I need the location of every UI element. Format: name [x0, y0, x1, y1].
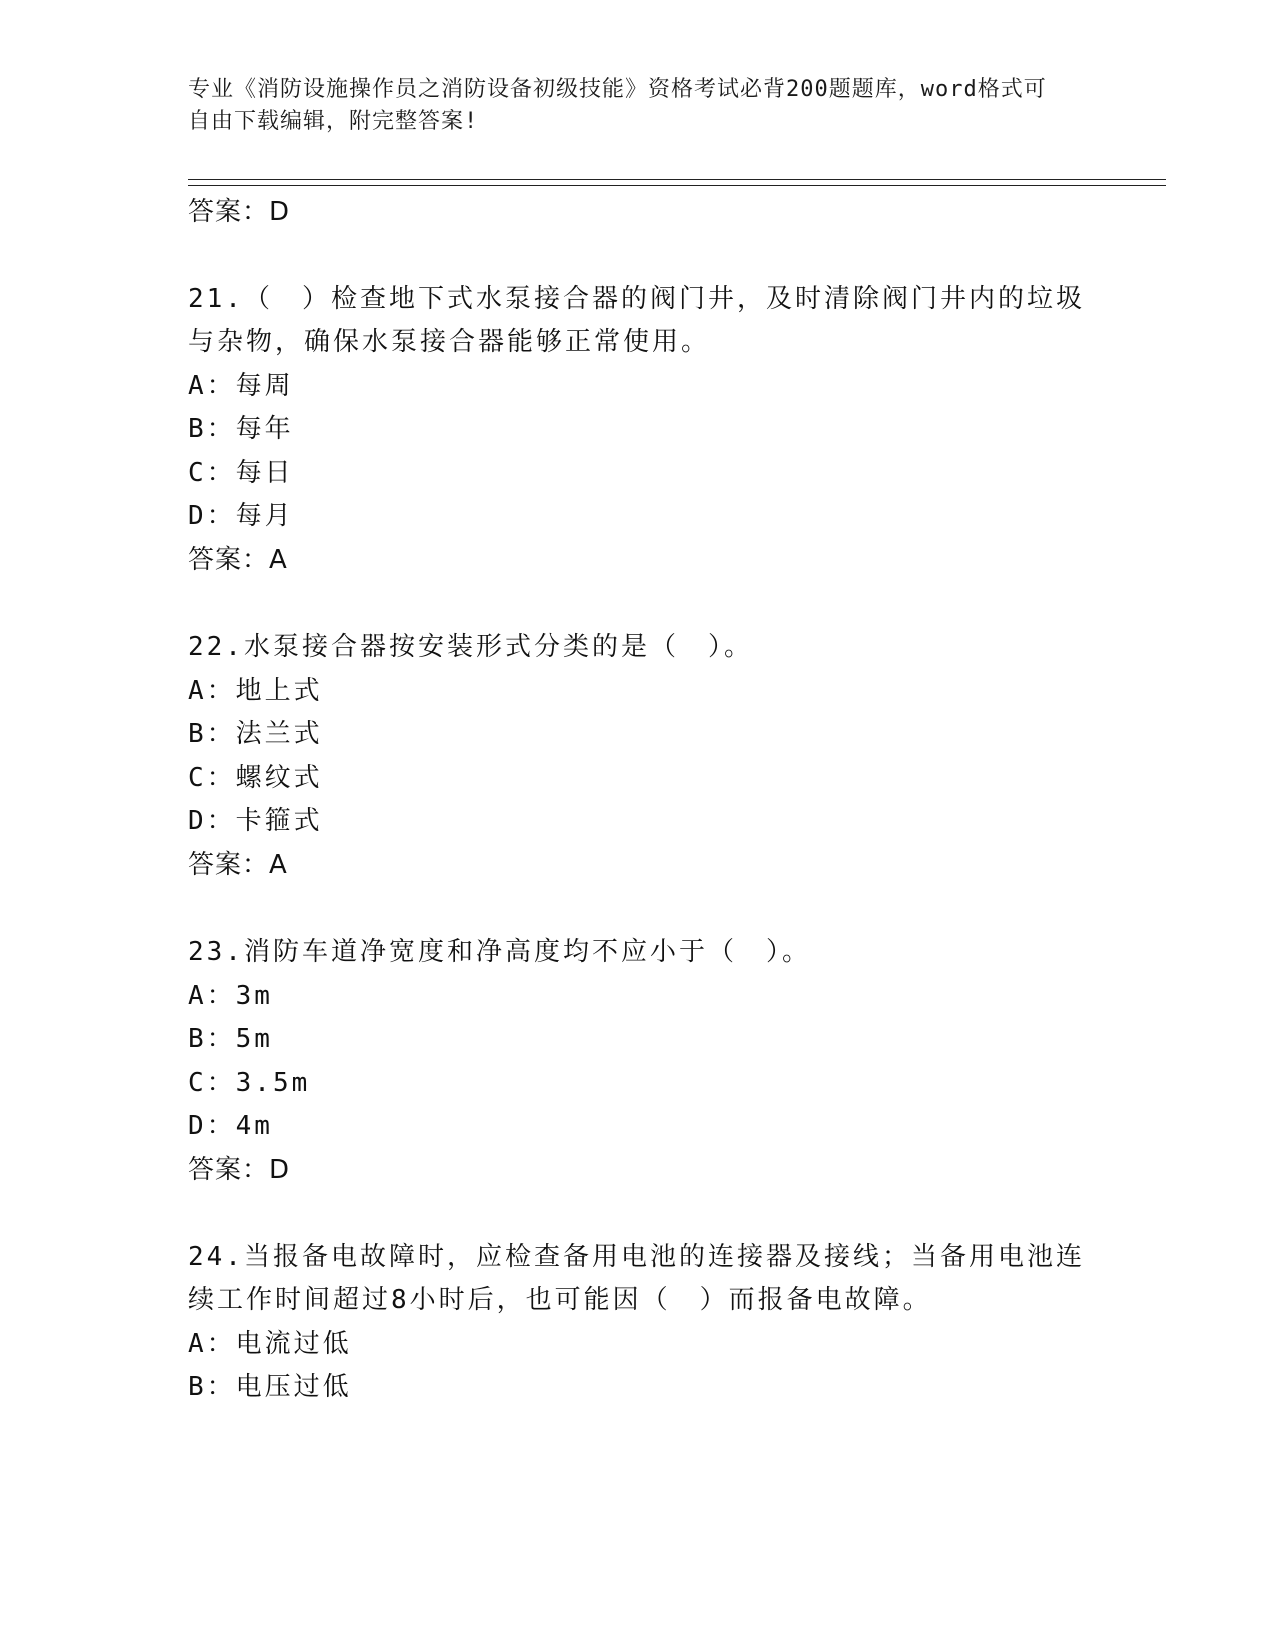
question-23-stem: 23.消防车道净宽度和净高度均不应小于（ ）。: [188, 937, 811, 967]
header-rule-top: [188, 179, 1166, 180]
question-21-option-a: A：每周: [188, 371, 294, 401]
question-21-option-b: B：每年: [188, 414, 294, 444]
question-22-answer: 答案：A: [188, 850, 288, 880]
question-21-option-d: D：每月: [188, 501, 294, 531]
question-21-stem-line-1: 21.（ ）检查地下式水泵接合器的阀门井，及时清除阀门井内的垃圾: [188, 284, 1085, 314]
question-23-answer: 答案：D: [188, 1155, 291, 1185]
question-24-stem-line-2: 续工作时间超过8小时后，也可能因（ ）而报备电故障。: [188, 1285, 932, 1315]
question-22-option-c: C：螺纹式: [188, 763, 323, 793]
answer-prev: 答案：D: [188, 197, 291, 227]
question-24-option-b: B：电压过低: [188, 1372, 352, 1402]
document-header: 专业《消防设施操作员之消防设备初级技能》资格考试必背200题题库，word格式可自由下载编辑，附完整答案!: [188, 77, 1047, 134]
question-22-stem: 22.水泵接合器按安装形式分类的是（ ）。: [188, 632, 753, 662]
question-21-option-c: C：每日: [188, 458, 294, 488]
question-22-option-a: A：地上式: [188, 676, 323, 706]
question-23-option-c: C：3.5m: [188, 1068, 311, 1098]
question-22-option-d: D：卡箍式: [188, 806, 323, 836]
question-24-stem-line-1: 24.当报备电故障时，应检查备用电池的连接器及接线；当备用电池连: [188, 1242, 1085, 1272]
question-21-answer: 答案：A: [188, 545, 288, 575]
question-23-option-a: A：3m: [188, 981, 273, 1011]
question-23-option-b: B：5m: [188, 1024, 273, 1054]
question-24-option-a: A：电流过低: [188, 1329, 352, 1359]
question-22-option-b: B：法兰式: [188, 719, 323, 749]
question-21-stem-line-2: 与杂物，确保水泵接合器能够正常使用。: [188, 327, 711, 357]
header-rule-bottom: [188, 185, 1166, 186]
question-23-option-d: D：4m: [188, 1111, 273, 1141]
